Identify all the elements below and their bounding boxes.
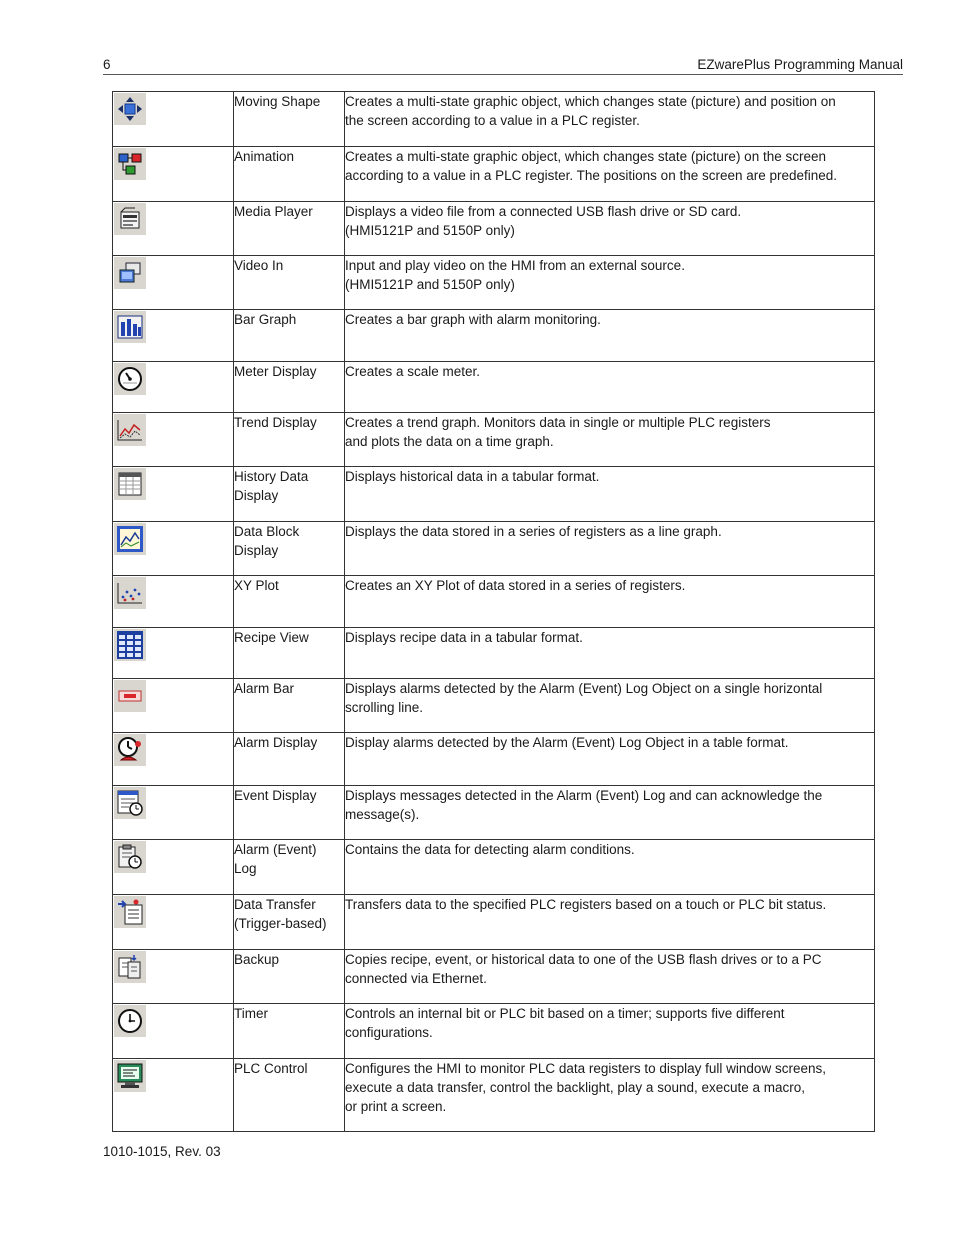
- object-description-cell: [345, 467, 875, 522]
- object-name: Moving Shape: [234, 94, 321, 109]
- object-description: Displays a video file from a connected USB flash drive or SD card. (HMI5121P and 5150P only): [345, 204, 742, 238]
- object-name: Recipe View: [234, 630, 309, 645]
- object-description: Displays the data stored in a series of registers as a line graph.: [345, 524, 722, 539]
- object-description-cell: [345, 1059, 875, 1132]
- xy-plot-icon: [114, 577, 146, 609]
- object-name: Animation: [234, 149, 295, 164]
- object-description: Creates a multi-state graphic object, which changes state (picture) and position on the screen according to a value in a PLC register.: [345, 94, 836, 128]
- object-name: Backup: [234, 952, 280, 967]
- icon-cell: [113, 950, 234, 1004]
- table-row: [113, 147, 875, 202]
- object-description-cell: [345, 147, 875, 202]
- object-description: Displays recipe data in a tabular format.: [345, 630, 583, 645]
- table-row: [113, 413, 875, 467]
- object-description: Displays historical data in a tabular format.: [345, 469, 600, 484]
- table-row: [113, 92, 875, 147]
- table-row: [113, 362, 875, 413]
- object-name-cell: [234, 840, 345, 895]
- table-row: [113, 576, 875, 628]
- icon-cell: [113, 147, 234, 202]
- object-name: Trend Display: [234, 415, 317, 430]
- icon-cell: [113, 1004, 234, 1059]
- document-number: 1010-1015, Rev. 03: [103, 1144, 221, 1159]
- object-description-cell: [345, 895, 875, 950]
- media-player-icon: [114, 203, 146, 235]
- history-table-icon: [114, 468, 146, 500]
- icon-cell: [113, 362, 234, 413]
- alarm-display-icon: [114, 734, 146, 766]
- object-description-cell: [345, 522, 875, 576]
- icon-cell: [113, 202, 234, 256]
- object-description: Creates a multi-state graphic object, which changes state (picture) on the screen according to a value in a PLC register. The positions on the screen are predefined.: [345, 149, 838, 183]
- icon-cell: [113, 467, 234, 522]
- object-name-cell: [234, 467, 345, 522]
- object-name: Video In: [234, 258, 284, 273]
- document-title: EZwarePlus Programming Manual: [697, 57, 903, 72]
- object-name-cell: [234, 1059, 345, 1132]
- object-description: Creates a trend graph. Monitors data in single or multiple PLC registers and plots the data on a time graph.: [345, 415, 771, 449]
- icon-cell: [113, 679, 234, 733]
- object-name: Data Transfer (Trigger-based): [234, 897, 327, 931]
- object-name-cell: [234, 310, 345, 362]
- object-description-cell: [345, 202, 875, 256]
- icon-cell: [113, 576, 234, 628]
- object-description-cell: [345, 413, 875, 467]
- object-description-cell: [345, 786, 875, 840]
- table-row: [113, 733, 875, 786]
- object-name-cell: [234, 147, 345, 202]
- plc-control-icon: [114, 1060, 146, 1092]
- object-description: Contains the data for detecting alarm conditions.: [345, 842, 635, 857]
- meter-icon: [114, 363, 146, 395]
- object-name: Alarm Display: [234, 735, 318, 750]
- object-description-cell: [345, 256, 875, 310]
- object-name-cell: [234, 202, 345, 256]
- object-name: Media Player: [234, 204, 313, 219]
- object-name: Data Block Display: [234, 524, 300, 558]
- object-description: Creates a bar graph with alarm monitoring.: [345, 312, 601, 327]
- object-name: Event Display: [234, 788, 317, 803]
- trend-icon: [114, 414, 146, 446]
- table-row: [113, 256, 875, 310]
- table-row: [113, 786, 875, 840]
- object-name: PLC Control: [234, 1061, 308, 1076]
- move-arrows-icon: [114, 93, 146, 125]
- object-name-cell: [234, 413, 345, 467]
- object-name-cell: [234, 628, 345, 679]
- object-name-cell: [234, 733, 345, 786]
- object-name-cell: [234, 256, 345, 310]
- object-description: Input and play video on the HMI from an external source. (HMI5121P and 5150P only): [345, 258, 685, 292]
- page-number: 6: [103, 57, 111, 72]
- icon-cell: [113, 256, 234, 310]
- object-description-cell: [345, 576, 875, 628]
- object-name: Meter Display: [234, 364, 317, 379]
- timer-icon: [114, 1005, 146, 1037]
- object-description-cell: [345, 840, 875, 895]
- object-name-cell: [234, 895, 345, 950]
- object-name: XY Plot: [234, 578, 279, 593]
- object-name-cell: [234, 1004, 345, 1059]
- object-name: Timer: [234, 1006, 268, 1021]
- object-description: Creates an XY Plot of data stored in a series of registers.: [345, 578, 686, 593]
- object-description-cell: [345, 92, 875, 147]
- table-row: [113, 467, 875, 522]
- bar-graph-icon: [114, 311, 146, 343]
- page-footer: [103, 1144, 221, 1159]
- backup-icon: [114, 951, 146, 983]
- object-name-cell: [234, 786, 345, 840]
- object-name: Alarm Bar: [234, 681, 295, 696]
- object-name-cell: [234, 950, 345, 1004]
- object-name: Bar Graph: [234, 312, 297, 327]
- object-name: Alarm (Event) Log: [234, 842, 317, 876]
- icon-cell: [113, 786, 234, 840]
- icon-cell: [113, 895, 234, 950]
- object-description-cell: [345, 628, 875, 679]
- object-name-cell: [234, 522, 345, 576]
- icon-cell: [113, 92, 234, 147]
- alarm-bar-icon: [114, 680, 146, 712]
- object-description: Display alarms detected by the Alarm (Event) Log Object in a table format.: [345, 735, 789, 750]
- table-row: [113, 840, 875, 895]
- object-description: Controls an internal bit or PLC bit based on a timer; supports five different configurations.: [345, 1006, 785, 1040]
- table-row: [113, 1059, 875, 1132]
- object-description-cell: [345, 310, 875, 362]
- object-description-cell: [345, 362, 875, 413]
- object-description: Displays alarms detected by the Alarm (Event) Log Object on a single horizontal scrolling line.: [345, 681, 823, 715]
- table-row: [113, 628, 875, 679]
- event-display-icon: [114, 787, 146, 819]
- icon-cell: [113, 733, 234, 786]
- table-row: [113, 950, 875, 1004]
- data-transfer-icon: [114, 896, 146, 928]
- object-description: Transfers data to the specified PLC registers based on a touch or PLC bit status.: [345, 897, 827, 912]
- table-row: [113, 202, 875, 256]
- object-name-cell: [234, 576, 345, 628]
- icon-cell: [113, 522, 234, 576]
- page-header: [103, 56, 903, 75]
- recipe-grid-icon: [114, 629, 146, 661]
- object-description-cell: [345, 1004, 875, 1059]
- icon-cell: [113, 413, 234, 467]
- table-row: [113, 895, 875, 950]
- object-table: [112, 91, 875, 1132]
- object-name-cell: [234, 362, 345, 413]
- object-description: Creates a scale meter.: [345, 364, 481, 379]
- object-description-cell: [345, 950, 875, 1004]
- icon-cell: [113, 310, 234, 362]
- data-block-icon: [114, 523, 146, 555]
- object-description: Copies recipe, event, or historical data to one of the USB flash drives or to a PC connected via Ethernet.: [345, 952, 822, 986]
- object-description: Displays messages detected in the Alarm (Event) Log and can acknowledge the message(s).: [345, 788, 823, 822]
- object-description-cell: [345, 679, 875, 733]
- object-name-cell: [234, 92, 345, 147]
- table-row: [113, 1004, 875, 1059]
- object-name-cell: [234, 679, 345, 733]
- table-row: [113, 522, 875, 576]
- icon-cell: [113, 1059, 234, 1132]
- animation-icon: [114, 148, 146, 180]
- object-name: History Data Display: [234, 469, 309, 503]
- object-description: Configures the HMI to monitor PLC data registers to display full window screens, execute a data transfer, control the backlight, play a sound, execute a macro, or print a screen.: [345, 1061, 826, 1114]
- icon-cell: [113, 840, 234, 895]
- object-description-cell: [345, 733, 875, 786]
- table-row: [113, 310, 875, 362]
- alarm-log-icon: [114, 841, 146, 873]
- icon-cell: [113, 628, 234, 679]
- video-in-icon: [114, 257, 146, 289]
- table-row: [113, 679, 875, 733]
